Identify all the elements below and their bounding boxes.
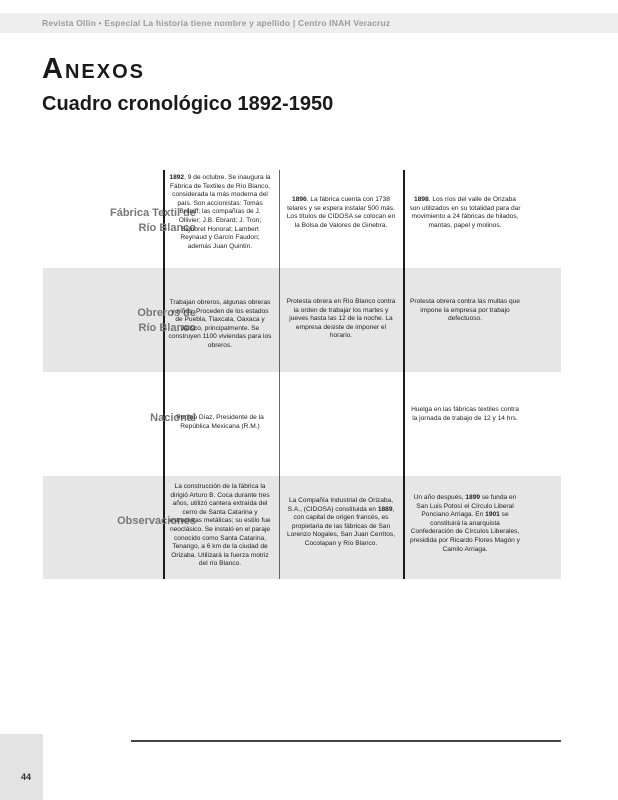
cell-fabrica-1896: 1896. La fábrica cuenta con 1738 telares y se espera instalar 500 más. Los títulos de CIDOSA se colocan en la Bolsa de Valores de Ginebra.: [286, 196, 396, 229]
cell-observaciones-2: La Compañía Industrial de Orizaba, S.A., (CIDOSA) constituida en 1889, con capital de origen francés, es propietaria de las fábricas de San Lorenzo Nogales, San Juan Cerritos, Cocolapan y Río Blanco.: [286, 497, 396, 547]
cell-obreros-3: Protesta obrera contra las multas que impone la empresa por trabajo defectuoso.: [410, 298, 520, 323]
table-title: Cuadro cronológico 1892-1950: [42, 93, 334, 115]
row-label-fabrica: Fábrica Textil de Río Blanco: [110, 207, 196, 234]
footer-rule: [131, 740, 561, 742]
row-nacional: [43, 372, 561, 476]
row-label-obreros: Obreros de Río Blanco: [137, 307, 196, 334]
column-divider-2: [279, 170, 280, 579]
cell-observaciones-1: La construcción de la fábrica la dirigió Arturo B. Coca durante tres años, utilizó cantera extraída del cerro de Santa Catarina y estructuras metálicas; su estilo fue neoclásico. Se instaló en el paraje conocido como Santa Catarina, Tenango, a 6 km de la ciudad de Orizaba. Utilizará la fuerza motriz del río Blanco.: [169, 483, 271, 568]
column-divider-3: [403, 170, 405, 579]
page-tab: [0, 734, 43, 800]
section-title: Anexos: [42, 53, 145, 85]
cell-nacional-1: Porfirio Díaz, Presidente de la República Mexicana (R.M.): [176, 414, 264, 430]
cell-nacional-3: Huelga en las fábricas textiles contra la jornada de trabajo de 12 y 14 hrs.: [411, 406, 519, 422]
row-label-nacional: Nacional: [150, 412, 196, 424]
cell-fabrica-1892: 1892, 9 de octubre. Se inaugura la Fábrica de Textiles de Río Blanco, considerada la más moderna del país. Son accionistas: Tomás Braniff; las compañías de J. Ollivier; J.B. Ebrard; J. Tron; Signoret Honorat; Lambert Reynaud y Garcín Faudon; además Juan Quintín.: [169, 174, 271, 250]
cell-obreros-2: Protesta obrera en Río Blanco contra la orden de trabajar los martes y jueves hasta las 12 de la noche. La empresa desiste de imponer el horario.: [286, 298, 396, 340]
cell-fabrica-1898: 1898. Los ríos del valle de Orizaba son utilizados en su totalidad para dar movimiento a 24 fábricas de hilados, mantas, papel y molinos.: [409, 196, 521, 229]
running-head: Revista Ollin • Especial La historia tiene nombre y apellido | Centro INAH Veracruz: [42, 18, 391, 28]
cell-obreros-1: Trabajan obreros, algunas obreras y niños. Proceden de los estados de Puebla, Tlaxcala, Oaxaca y Jalisco, principalmente. Se construyen 1100 viviendas para los obreros.: [168, 299, 272, 349]
cell-observaciones-3: Un año después, 1899 se funda en San Luis Potosí el Círculo Liberal Ponciano Arriaga. En 1901 se constituirá la anarquista Confederación de Círculos Liberales, presidida por Ricardo Flores Magón y Camilo Arriaga.: [410, 494, 520, 553]
row-label-observaciones: Observaciones: [117, 515, 196, 527]
page-number: 44: [21, 772, 32, 782]
